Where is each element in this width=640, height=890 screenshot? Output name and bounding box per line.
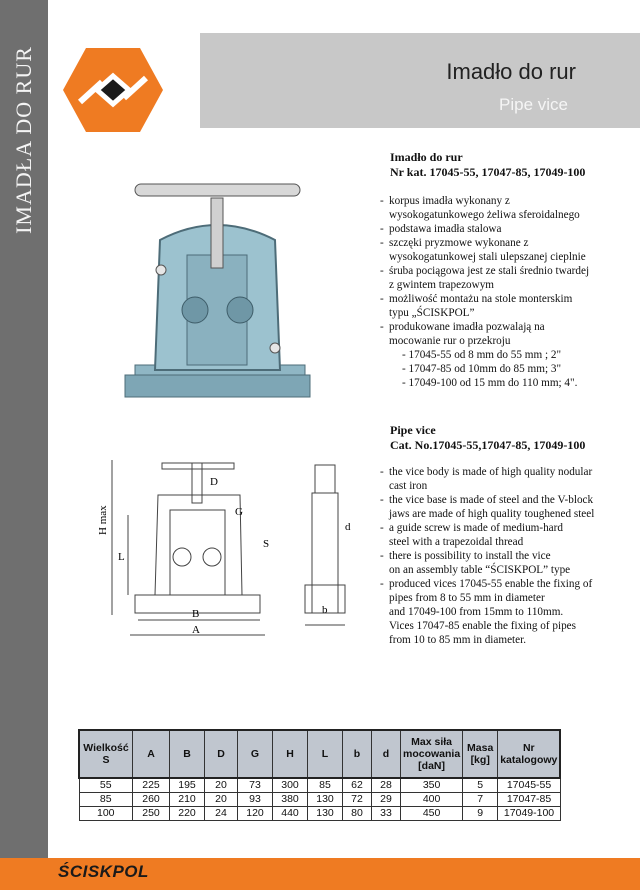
page-title: Imadło do rur <box>446 59 576 84</box>
list-item: - produkowane imadła pozwalają na mocowanie rur o przekroju <box>380 321 545 347</box>
table-cell: 450 <box>401 807 463 821</box>
table-row <box>79 807 560 821</box>
table-header: L <box>308 730 343 778</box>
table-cell: 350 <box>401 778 463 793</box>
table-cell: 80 <box>343 807 372 821</box>
table-cell: 29 <box>372 793 401 807</box>
list-item: - produced vices 17045-55 enable the fixing of pipes from 8 to 55 mm in diameter and 17049-100 from 15mm to 110mm. Vices 17047-85 enable the fixing of pipes from 10 to 85 mm in diameter. <box>380 578 593 646</box>
page-subtitle: Pipe vice <box>499 95 568 114</box>
table-cell: 225 <box>133 778 170 793</box>
dim-label-s: S <box>263 538 270 550</box>
table-cell: 250 <box>133 807 170 821</box>
table-header: b <box>343 730 372 778</box>
table-header: Max siła mocowania [daN] <box>401 730 463 778</box>
dim-label-d: D <box>210 476 218 488</box>
table-header: d <box>372 730 401 778</box>
description-pl-list <box>380 194 630 390</box>
list-item: - szczęki pryzmowe wykonane z wysokogatunkowej stali ulepszanej cieplnie <box>380 237 586 263</box>
table-cell: 120 <box>238 807 273 821</box>
table-cell: 260 <box>133 793 170 807</box>
table-cell: 130 <box>308 793 343 807</box>
list-item: - a guide screw is made of medium-hard steel with a trapezoidal thread <box>380 522 563 548</box>
table-cell: 55 <box>79 778 133 793</box>
table-header-row <box>79 730 560 778</box>
orange-hexagon-logo <box>62 46 164 134</box>
pipe-vice-photo <box>125 170 310 405</box>
footer-brand-logo: ŚCISKPOL <box>58 862 149 881</box>
table-cell: 210 <box>170 793 205 807</box>
list-item: - the vice body is made of high quality nodular cast iron <box>380 466 593 492</box>
description-en-title: Pipe vice <box>390 423 436 437</box>
table-cell: 7 <box>463 793 498 807</box>
table-cell: 33 <box>372 807 401 821</box>
range-item: - 17045-55 od 8 mm do 55 mm ; 2" <box>402 349 562 361</box>
dim-label-b-upper: B <box>192 608 200 620</box>
table-cell: 85 <box>79 793 133 807</box>
dim-label-g: G <box>235 506 243 518</box>
range-item: - 17049-100 od 15 mm do 110 mm; 4". <box>402 377 578 389</box>
description-en-catalog: Cat. No.17045-55,17047-85, 17049-100 <box>390 438 586 452</box>
table-cell: 5 <box>463 778 498 793</box>
sidebar <box>0 0 48 890</box>
table-header: G <box>238 730 273 778</box>
table-cell: 400 <box>401 793 463 807</box>
table-cell: 20 <box>205 778 238 793</box>
description-en <box>380 423 630 647</box>
table-header: A <box>133 730 170 778</box>
table-cell: 17047-85 <box>498 793 561 807</box>
list-item: - there is possibility to install the vice on an assembly table “ŚCISKPOL” type <box>380 550 571 576</box>
description-pl <box>380 150 630 390</box>
description-pl-catalog: Nr kat. 17045-55, 17047-85, 17049-100 <box>390 165 586 179</box>
dim-label-l: L <box>118 551 125 563</box>
dim-label-a: A <box>192 624 200 636</box>
list-item: - możliwość montażu na stole monterskim typu „ŚCISKPOL” <box>380 293 573 319</box>
table-cell: 85 <box>308 778 343 793</box>
range-item: - 17047-85 od 10mm do 85 mm; 3" <box>402 363 562 375</box>
table-cell: 62 <box>343 778 372 793</box>
list-item: - podstawa imadła stalowa <box>380 223 502 235</box>
table-cell: 17045-55 <box>498 778 561 793</box>
table-header: Masa [kg] <box>463 730 498 778</box>
table-header: H <box>273 730 308 778</box>
table-cell: 9 <box>463 807 498 821</box>
dim-label-b-lower: b <box>322 604 328 616</box>
list-item: - korpus imadła wykonany z wysokogatunkowego żeliwa sferoidalnego <box>380 195 580 221</box>
table-cell: 300 <box>273 778 308 793</box>
table-cell: 28 <box>372 778 401 793</box>
footer-bar <box>0 858 640 890</box>
technical-drawing <box>97 455 370 645</box>
table-cell: 380 <box>273 793 308 807</box>
spec-table <box>78 729 561 821</box>
table-cell: 100 <box>79 807 133 821</box>
description-pl-title: Imadło do rur <box>390 150 463 164</box>
table-cell: 440 <box>273 807 308 821</box>
table-cell: 20 <box>205 793 238 807</box>
table-header: Wielkość S <box>79 730 133 778</box>
table-cell: 73 <box>238 778 273 793</box>
table-cell: 17049-100 <box>498 807 561 821</box>
table-header: B <box>170 730 205 778</box>
table-cell: 72 <box>343 793 372 807</box>
dim-label-h: H max <box>97 505 109 535</box>
description-en-list <box>380 465 630 647</box>
table-row <box>79 793 560 807</box>
table-cell: 220 <box>170 807 205 821</box>
sidebar-label: IMADŁA DO RUR <box>11 46 36 234</box>
table-cell: 195 <box>170 778 205 793</box>
table-cell: 130 <box>308 807 343 821</box>
table-header: Nr katalogowy <box>498 730 561 778</box>
table-header: D <box>205 730 238 778</box>
table-row <box>79 778 560 793</box>
table-cell: 93 <box>238 793 273 807</box>
list-item: - the vice base is made of steel and the V-block jaws are made of high quality toughened steel <box>380 494 595 520</box>
table-cell: 24 <box>205 807 238 821</box>
dim-label-d-lower: d <box>345 521 351 533</box>
title-box <box>200 33 640 128</box>
list-item: - śruba pociągowa jest ze stali średnio twardej z gwintem trapezowym <box>380 265 590 291</box>
